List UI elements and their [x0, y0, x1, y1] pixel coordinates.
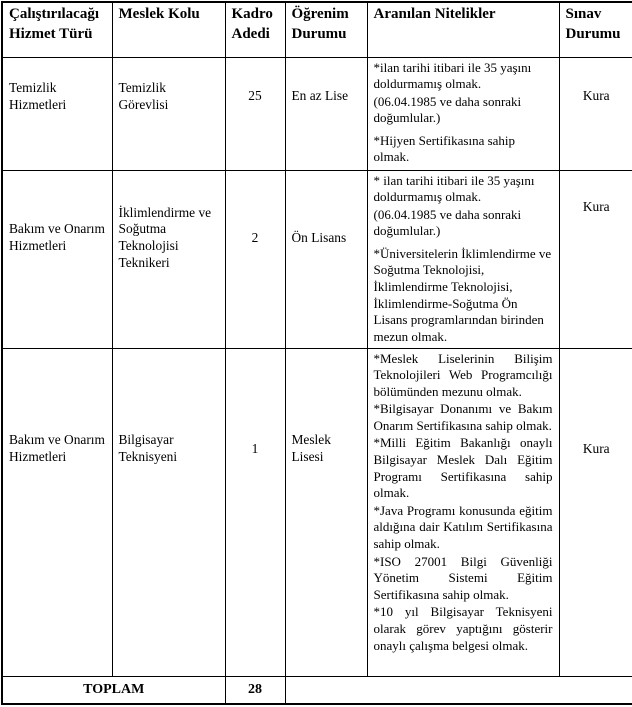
- nitelik-item: * ilan tarihi itibari ile 35 yaşını doldurmamış olmak.: [373, 172, 535, 205]
- nitelik-item: *Meslek Liselerinin Bilişim Teknolojileri Web Programcılığı bölümünden mezunu olmak.: [373, 350, 553, 399]
- cell-ogrenim-durumu: Ön Lisans: [285, 170, 367, 348]
- table-row: [2, 170, 632, 348]
- cell-sinav-durumu: Kura: [559, 348, 632, 676]
- cell-meslek-kolu: İklimlendirme ve Soğutma Teknolojisi Teknikeri: [112, 170, 225, 348]
- table-row: [2, 57, 632, 170]
- header-kadro-adedi: Kadro Adedi: [225, 2, 285, 57]
- nitelik-item: *Üniversitelerin İklimlendirme ve Soğutma Teknolojisi, İklimlendirme Teknolojisi, İklimlendirme-Soğutma Ön Lisans programlarından birinden mezun olmak.: [373, 245, 552, 344]
- cell-meslek-kolu: Bilgisayar Teknisyeni: [112, 348, 225, 676]
- cell-kadro-adedi: 1: [225, 348, 285, 676]
- header-hizmet-turu: Çalıştırılacağı Hizmet Türü: [2, 2, 112, 57]
- cell-ogrenim-durumu: En az Lise: [285, 57, 367, 170]
- header-ogrenim-durumu: Öğrenim Durumu: [285, 2, 367, 57]
- cell-hizmet-turu: Temizlik Hizmetleri: [2, 57, 112, 170]
- header-sinav-durumu: Sınav Durumu: [559, 2, 632, 57]
- cell-kadro-adedi: 25: [225, 57, 285, 170]
- nitelik-item: (06.04.1985 ve daha sonraki doğumlular.): [373, 206, 522, 239]
- toplam-label-cell: TOPLAM: [2, 676, 225, 704]
- cell-meslek-kolu: Temizlik Görevlisi: [112, 57, 225, 170]
- footer-empty-cell: [285, 676, 632, 704]
- nitelik-item: *Hijyen Sertifikasına sahip olmak.: [373, 132, 516, 165]
- table-row: [2, 348, 632, 676]
- toplam-value-cell: 28: [225, 676, 285, 704]
- nitelik-item: *ISO 27001 Bilgi Güvenliği Yönetim Sistemi Eğitim Sertifikasına sahip olmak.: [373, 553, 553, 602]
- cell-ogrenim-durumu: Meslek Lisesi: [285, 348, 367, 676]
- cell-sinav-durumu: Kura: [559, 57, 632, 170]
- cell-kadro-adedi: 2: [225, 170, 285, 348]
- header-aranilan-nitelikler: Aranılan Nitelikler: [367, 2, 559, 57]
- table-header-row: [2, 2, 632, 57]
- nitelik-item: *ilan tarihi itibari ile 35 yaşını doldurmamış olmak.: [373, 59, 532, 92]
- nitelik-item: *10 yıl Bilgisayar Teknisyeni olarak görev yaptığını gösterir onaylı çalışma belgesi olmak.: [373, 604, 553, 653]
- footer-row: [2, 676, 632, 704]
- cell-hizmet-turu: Bakım ve Onarım Hizmetleri: [2, 170, 112, 348]
- cell-sinav-durumu: Kura: [559, 170, 632, 348]
- nitelik-item: (06.04.1985 ve daha sonraki doğumlular.): [373, 93, 522, 126]
- nitelik-item: *Bilgisayar Donanımı ve Bakım Onarım Sertifikasına sahip olmak.: [373, 401, 553, 433]
- cell-hizmet-turu: Bakım ve Onarım Hizmetleri: [2, 348, 112, 676]
- nitelik-item: *Milli Eğitim Bakanlığı onaylı Bilgisayar Meslek Dalı Eğitim Programı Sertifikasına sahip olmak.: [373, 435, 553, 501]
- job-positions-table: [1, 1, 632, 705]
- cell-aranilan-nitelikler: [367, 57, 559, 170]
- cell-aranilan-nitelikler: [367, 348, 559, 676]
- header-meslek-kolu: Meslek Kolu: [112, 2, 225, 57]
- cell-aranilan-nitelikler: [367, 170, 559, 348]
- nitelik-item: *Java Programı konusunda eğitim aldığına dair Katılım Sertifikasına sahip olmak.: [373, 502, 553, 552]
